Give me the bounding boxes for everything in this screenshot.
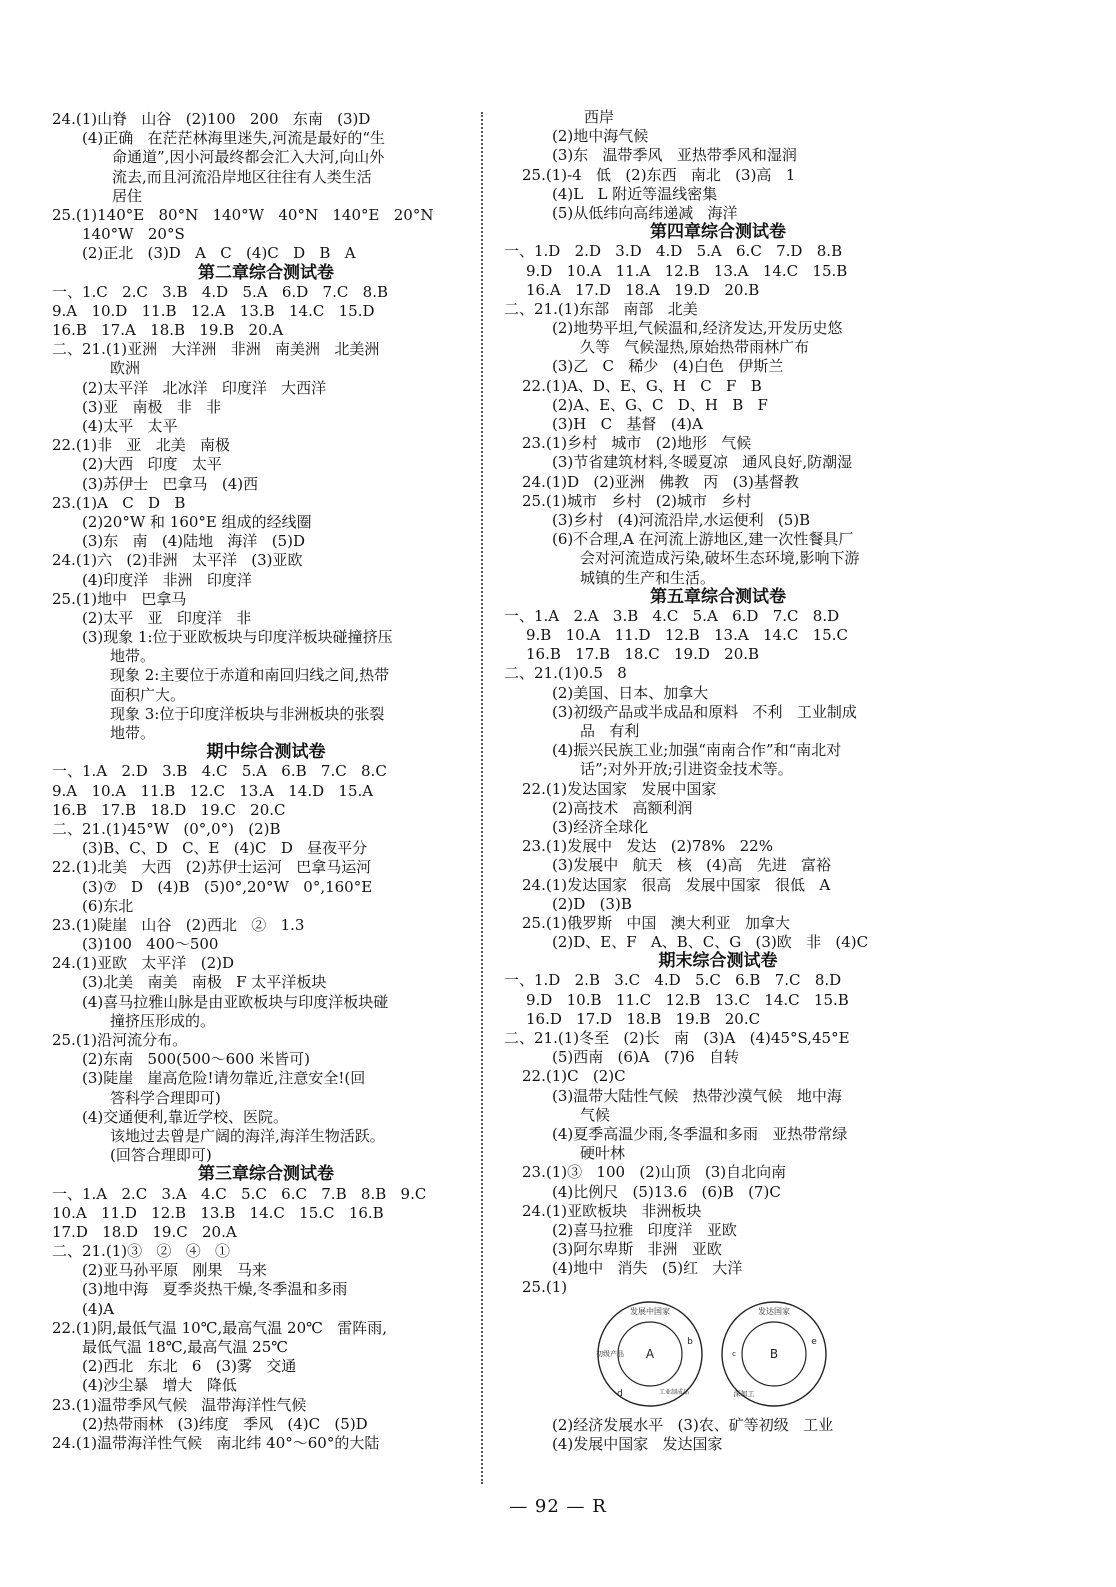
answer-line: 25.(1)沿河流分布。 — [52, 1031, 188, 1049]
answer-line: 23.(1)A C D B — [52, 493, 186, 512]
left-column — [52, 110, 480, 1453]
answer-line: 面积广大。 — [110, 685, 186, 704]
cycle-top-label: 发展中国家 — [630, 1306, 670, 1316]
cycle-bottom-label: 工业制成品 — [658, 1388, 690, 1396]
answer-line: (4)夏季高温少雨,冬季温和多雨 亚热带常绿 — [552, 1124, 848, 1143]
answer-line: 24.(1)亚欧板块 非洲板块 — [522, 1201, 702, 1220]
answer-line: (2)热带雨林 (3)纬度 季风 (4)C (5)D — [82, 1414, 368, 1433]
section-title: 期中综合测试卷 — [206, 742, 326, 763]
answer-line: (3)阿尔卑斯 非洲 亚欧 — [552, 1240, 722, 1259]
answer-line: 22.(1)北美 大西 (2)苏伊士运河 巴拿马运河 — [52, 858, 372, 877]
answer-line: 9.B 10.A 11.D 12.B 13.A 14.C 15.C — [526, 626, 848, 645]
answer-line: 话”;对外开放;引进资金技术等。 — [580, 760, 793, 779]
answer-line: 24.(1)亚欧 太平洋 (2)D — [52, 954, 234, 973]
section-title: 第五章综合测试卷 — [650, 586, 786, 607]
answer-line: 答科学合理即可) — [110, 1088, 221, 1107]
answer-line: (2)经济发展水平 (3)农、矿等初级 工业 — [552, 1415, 834, 1434]
answer-line: (4)A — [82, 1299, 115, 1318]
answer-line: 一、1.D 2.B 3.C 4.D 5.C 6.B 7.C 8.D — [504, 971, 842, 990]
answer-line: 9.A 10.D 11.B 12.A 13.B 14.C 15.D — [52, 301, 375, 320]
answer-line: 24.(1)发达国家 很高 发展中国家 很低 A — [522, 875, 831, 894]
answer-line: 24.(1)温带海洋性气候 南北纬 40°～60°的大陆 — [52, 1433, 380, 1452]
answer-line: (4)沙尘暴 增大 降低 — [82, 1376, 237, 1395]
answer-line: 22.(1)发达国家 发展中国家 — [522, 779, 717, 798]
answer-line: (3)初级产品或半成品和原料 不利 工业制成 — [552, 702, 857, 721]
answer-line: 流去,而且河流沿岸地区往往有人类生活 — [112, 167, 372, 186]
answer-line: 二、21.(1)东部 南部 北美 — [504, 299, 698, 318]
answer-line: 25.(1)地中 巴拿马 — [52, 589, 187, 608]
answer-line: 现象 2:主要位于赤道和南回归线之间,热带 — [110, 666, 390, 685]
section-title: 期末综合测试卷 — [658, 951, 778, 972]
answer-line: (2)美国、日本、加拿大 — [552, 683, 709, 702]
cycle-right-label: b — [687, 1336, 693, 1347]
answer-line: 25.(1)城市 乡村 (2)城市 乡村 — [522, 491, 752, 510]
answer-line: 一、1.A 2.A 3.B 4.C 5.A 6.D 7.C 8.D — [504, 606, 840, 625]
answer-line: 城镇的生产和生活。 — [580, 568, 716, 587]
answer-line: 西岸 — [584, 108, 615, 126]
section-title: 第三章综合测试卷 — [198, 1164, 334, 1185]
answer-line: 23.(1)发展中 发达 (2)78% 22% — [522, 837, 773, 856]
cycle-center-label: B — [769, 1346, 779, 1361]
answer-line: (6)不合理,A 在河流上游地区,建一次性餐具厂 — [552, 530, 854, 549]
cycle-bottom-left-label: 深加工 — [733, 1389, 755, 1398]
answer-line: (2)地势平坦,气候温和,经济发达,开发历史悠 — [552, 319, 843, 338]
answer-line: (3)现象 1:位于亚欧板块与印度洋板块碰撞挤压 — [82, 628, 393, 647]
answer-line: 地带。 — [110, 647, 156, 666]
answer-line: 会对河流造成污染,破坏生态环境,影响下游 — [580, 549, 860, 568]
answer-line: 140°W 20°S — [82, 225, 185, 244]
answer-line: (3)陡崖 崖高危险!请勿靠近,注意安全!(回 — [82, 1069, 366, 1088]
answer-line: (3)⑦ D (4)B (5)0°,20°W 0°,160°E — [82, 877, 373, 896]
answer-line: (3)发展中 航天 核 (4)高 先进 富裕 — [552, 856, 832, 875]
answer-line: (2)大西 印度 太平 — [82, 455, 222, 474]
answer-line: 16.D 17.D 18.B 19.B 20.C — [526, 1009, 761, 1028]
answer-line: 撞挤压形成的。 — [110, 1011, 216, 1030]
answer-line: 16.B 17.A 18.B 19.B 20.A — [52, 321, 284, 340]
answer-line: (2)20°W 和 160°E 组成的经线圈 — [82, 512, 312, 531]
answer-line: (2)东南 500(500～600 米皆可) — [82, 1050, 310, 1069]
section-title: 第二章综合测试卷 — [198, 262, 334, 283]
answer-line: 23.(1)③ 100 (2)山顶 (3)自北向南 — [522, 1163, 787, 1182]
answer-line: 25.(1) — [522, 1278, 568, 1297]
right-column — [504, 108, 932, 1454]
answer-line: (4)比例尺 (5)13.6 (6)B (7)C — [552, 1182, 781, 1201]
answer-line: (4)L L 附近等温线密集 — [552, 184, 718, 203]
answer-line: 一、1.A 2.D 3.B 4.C 5.A 6.B 7.C 8.C — [52, 762, 387, 781]
answer-line: 22.(1)非 亚 北美 南极 — [52, 436, 231, 455]
answer-line: 16.B 17.B 18.C 19.D 20.B — [526, 645, 760, 664]
answer-line: (2)A、E、G、C D、H B F — [552, 395, 768, 414]
answer-line: 二、21.(1)冬至 (2)长 南 (3)A (4)45°S,45°E — [504, 1029, 850, 1047]
answer-line: (2)亚马孙平原 刚果 马来 — [82, 1261, 267, 1280]
answer-line: (3)乙 C 稀少 (4)白色 伊斯兰 — [552, 357, 784, 376]
answer-line: 22.(1)A、D、E、G、H C F B — [522, 376, 762, 395]
answer-line: (4)正确 在茫茫林海里迷失,河流是最好的“生 — [82, 129, 385, 148]
answer-line: 地带。 — [110, 724, 156, 742]
answer-line: 10.A 11.D 12.B 13.B 14.C 15.C 16.B — [52, 1203, 384, 1222]
answer-line: 22.(1)C (2)C — [522, 1067, 626, 1086]
answer-line: 24.(1)六 (2)非洲 太平洋 (3)亚欧 — [52, 551, 303, 570]
answer-line: (2)高技术 高额利润 — [552, 798, 693, 817]
answer-line: 命通道”,因小河最终都会汇入大河,向山外 — [112, 148, 385, 167]
answer-line: 23.(1)温带季风气候 温带海洋性气候 — [52, 1395, 307, 1414]
answer-line: (2)D (3)B — [552, 894, 632, 913]
answer-line: 25.(1)-4 低 (2)东西 南北 (3)高 1 — [522, 165, 796, 184]
answer-line: 23.(1)乡村 城市 (2)地形 气候 — [522, 434, 752, 453]
answer-line: (3)100 400～500 — [82, 935, 219, 954]
answer-line: 二、21.(1)0.5 8 — [504, 664, 627, 683]
section-title: 第四章综合测试卷 — [650, 222, 786, 243]
answer-line: 最低气温 18℃,最高气温 25℃ — [82, 1338, 289, 1356]
answer-line: 16.A 17.D 18.A 19.D 20.B — [526, 280, 760, 299]
answer-line: (3)温带大陆性气候 热带沙漠气候 地中海 — [552, 1086, 842, 1105]
answer-line: 二、21.(1)③ ② ④ ① — [52, 1242, 231, 1261]
answer-line: (4)太平 太平 — [82, 417, 178, 435]
cycle-left-label: c — [732, 1349, 736, 1358]
answer-line: (3)东 南 (4)陆地 海洋 (5)D — [82, 532, 305, 551]
answer-line: (3)经济全球化 — [552, 817, 649, 836]
answer-line: (3)B、C、D C、E (4)C D 昼夜平分 — [82, 839, 368, 858]
answer-line: (2)D、E、F A、B、C、G (3)欧 非 (4)C — [552, 933, 869, 952]
cycle-right-label: e — [811, 1336, 817, 1347]
answer-line: (3)亚 南极 非 非 — [82, 397, 222, 416]
answer-line: 品 有利 — [580, 722, 640, 740]
answer-line: (3)北美 南美 南极 F 太平洋板块 — [82, 973, 327, 992]
developed-country-cycle — [718, 1298, 830, 1410]
answer-line: (4)地中 消失 (5)红 大洋 — [552, 1259, 743, 1278]
answer-line: 一、1.C 2.C 3.B 4.D 5.A 6.D 7.C 8.B — [52, 282, 388, 301]
answer-line: (2)正北 (3)D A C (4)C D B A — [82, 244, 356, 263]
answer-line: 17.D 18.D 19.C 20.A — [52, 1222, 237, 1241]
answer-line: (3)节省建筑材料,冬暖夏凉 通风良好,防潮湿 — [552, 453, 853, 472]
page-number: — 92 — R — [509, 1496, 607, 1517]
answer-line: (5)西南 (6)A (7)6 自转 — [552, 1048, 740, 1067]
cycle-diagram — [504, 1298, 932, 1416]
answer-line: (4)振兴民族工业;加强“南南合作”和“南北对 — [552, 741, 842, 760]
answer-line: (2)太平 亚 印度洋 非 — [82, 608, 252, 627]
answer-line: (2)太平洋 北冰洋 印度洋 大西洋 — [82, 378, 327, 397]
column-divider — [481, 112, 483, 1484]
answer-line: (4)发展中国家 发达国家 — [552, 1434, 723, 1453]
answer-line: 二、21.(1)45°W (0°,0°) (2)B — [52, 819, 281, 838]
answer-line: 23.(1)陡崖 山谷 (2)西北 ② 1.3 — [52, 915, 305, 934]
answer-line: (4)交通便利,靠近学校、医院。 — [82, 1107, 289, 1126]
answer-line: 24.(1)D (2)亚洲 佛教 丙 (3)基督教 — [522, 472, 799, 491]
answer-line: (3)苏伊士 巴拿马 (4)西 — [82, 474, 259, 493]
cycle-bottom-left-label: d — [617, 1388, 623, 1399]
answer-line: 16.B 17.B 18.D 19.C 20.C — [52, 800, 286, 819]
answer-line: 24.(1)山脊 山谷 (2)100 200 东南 (3)D — [52, 110, 371, 128]
answer-line: (3)地中海 夏季炎热干燥,冬季温和多雨 — [82, 1280, 348, 1299]
answer-line: 居住 — [112, 186, 143, 205]
answer-line: (6)东北 — [82, 896, 134, 915]
answer-line: 二、21.(1)亚洲 大洋洲 非洲 南美洲 北美洲 — [52, 340, 380, 359]
answer-line: 欧洲 — [110, 359, 141, 378]
cycle-center-label: A — [645, 1346, 655, 1361]
answer-line: (3)H C 基督 (4)A — [552, 415, 703, 433]
answer-line: 久等 气候湿热,原始热带雨林广布 — [580, 338, 810, 357]
cycle-top-label: 发达国家 — [758, 1306, 790, 1316]
answer-line: 该地过去曾是广阔的海洋,海洋生物活跃。 — [110, 1126, 385, 1145]
answer-line: (回答合理即可) — [110, 1146, 212, 1165]
answer-line: (4)印度洋 非洲 印度洋 — [82, 570, 252, 589]
answer-line: 一、1.D 2.D 3.D 4.D 5.A 6.C 7.D 8.B — [504, 242, 843, 261]
answer-line: (4)喜马拉雅山脉是由亚欧板块与印度洋板块碰 — [82, 992, 389, 1011]
answer-line: (2)地中海气候 — [552, 127, 649, 146]
answer-line: 25.(1)俄罗斯 中国 澳大利亚 加拿大 — [522, 913, 791, 932]
answer-line: (3)乡村 (4)河流沿岸,水运便利 (5)B — [552, 510, 811, 529]
answer-line: 现象 3:位于印度洋板块与非洲板块的张裂 — [110, 704, 385, 723]
developing-country-cycle — [594, 1298, 706, 1410]
answer-line: 9.D 10.A 11.A 12.B 13.A 14.C 15.B — [526, 261, 848, 280]
cycle-left-label: 初级产品 — [596, 1349, 624, 1358]
answer-line: 硬叶林 — [580, 1144, 626, 1163]
answer-line: 9.D 10.B 11.C 12.B 13.C 14.C 15.B — [526, 990, 849, 1009]
answer-line: 气候 — [580, 1105, 611, 1124]
answer-line: (5)从低纬向高纬递减 海洋 — [552, 203, 738, 222]
answer-line: 9.A 10.A 11.B 12.C 13.A 14.D 15.A — [52, 781, 374, 800]
answer-line: (2)喜马拉雅 印度洋 亚欧 — [552, 1220, 737, 1239]
answer-line: (3)东 温带季风 亚热带季风和湿润 — [552, 146, 797, 165]
answer-line: (2)西北 东北 6 (3)雾 交通 — [82, 1357, 297, 1376]
answer-line: 22.(1)阴,最低气温 10℃,最高气温 20℃ 雷阵雨, — [52, 1318, 387, 1337]
answer-line: 一、1.A 2.C 3.A 4.C 5.C 6.C 7.B 8.B 9.C — [52, 1184, 427, 1203]
answer-line: 25.(1)140°E 80°N 140°W 40°N 140°E 20°N — [52, 205, 434, 224]
